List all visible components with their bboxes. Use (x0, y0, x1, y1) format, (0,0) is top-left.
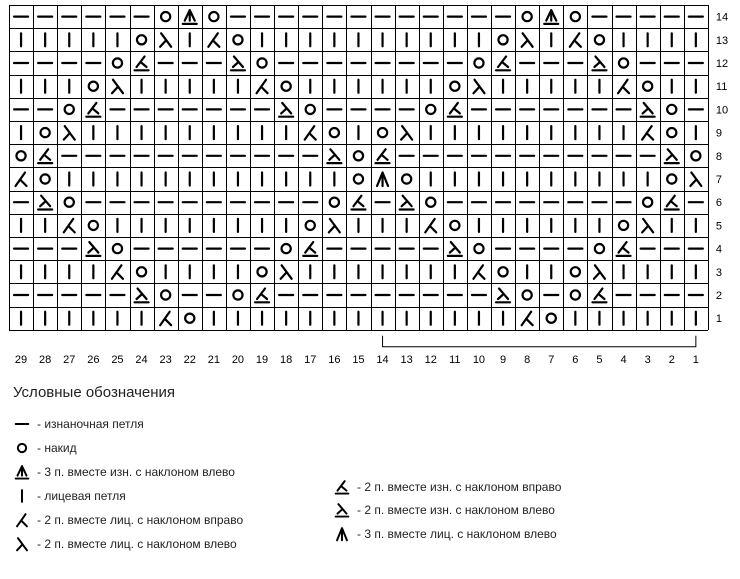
k2tog-left-icon (690, 173, 701, 187)
column-number: 21 (207, 353, 220, 366)
p2tog-left-icon (641, 103, 655, 117)
yarn-over-icon (571, 12, 580, 21)
p2tog-right-icon (86, 103, 100, 117)
k2tog-right-icon (16, 173, 27, 187)
p2tog-right-icon (303, 242, 317, 256)
row-number: 10 (715, 104, 729, 117)
k2tog-left-icon (329, 219, 340, 233)
row-number: 11 (715, 81, 728, 94)
column-number: 1 (692, 353, 699, 366)
yarn-over-icon (498, 267, 507, 276)
column-number: 27 (63, 353, 76, 366)
row-number: 13 (715, 34, 729, 47)
k2tog-left-icon (160, 33, 171, 47)
legend-item-p2tog-left (333, 500, 555, 520)
yarn-over-icon (282, 82, 291, 91)
p2tog-left-icon (448, 242, 462, 256)
p2tog-left-icon (400, 196, 414, 210)
column-number: 2 (668, 353, 675, 366)
column-number: 16 (328, 353, 341, 366)
column-number: 8 (524, 353, 531, 366)
p2tog-right-icon (351, 196, 365, 210)
p2tog-right-icon (376, 149, 390, 163)
yarn-over-icon (161, 290, 170, 299)
chart-grid (9, 5, 709, 331)
k2tog-right-icon (208, 33, 219, 47)
yarn-over-icon (547, 314, 556, 323)
row-number: 9 (715, 127, 723, 140)
row-number: 2 (715, 290, 723, 302)
yarn-over-icon (667, 105, 676, 114)
yarn-over-icon (402, 174, 411, 183)
k2tog-left-icon (522, 33, 533, 47)
k2tog-left-icon (594, 265, 605, 279)
yarn-over-icon (595, 244, 604, 253)
k2tog-left-icon (64, 126, 75, 140)
row-number: 3 (715, 266, 723, 279)
column-number: 20 (231, 353, 245, 366)
k2tog-left-icon (473, 80, 484, 94)
legend-text-k3tog-left: - 3 п. вместе лиц. с наклоном влево (357, 527, 557, 541)
p2tog-left-icon (333, 501, 351, 519)
legend-item-p2tog-right (333, 477, 561, 497)
yarn-over-icon (306, 221, 315, 230)
row-number: 14 (715, 11, 729, 24)
column-number: 15 (352, 353, 365, 366)
yarn-over-icon (282, 244, 291, 253)
k2tog-right-icon (112, 265, 123, 279)
k2tog-left-icon (13, 535, 31, 553)
repeat-bracket (383, 336, 696, 347)
column-number: 4 (620, 353, 627, 366)
row-number: 1 (715, 313, 723, 326)
yarn-over-icon (113, 244, 122, 253)
yarn-over-icon (113, 58, 122, 67)
purl-icon (13, 415, 31, 433)
row-number: 7 (715, 174, 723, 186)
k2tog-right-icon (570, 33, 581, 47)
yarn-over-icon (41, 174, 50, 183)
k2tog-right-icon (473, 265, 484, 279)
p2tog-left-icon (86, 242, 100, 256)
k2tog-right-icon (64, 219, 75, 233)
k2tog-right-icon (642, 126, 653, 140)
column-number: 6 (572, 353, 579, 366)
column-number: 22 (183, 353, 196, 366)
p2tog-left-icon (135, 289, 149, 303)
column-number: 12 (424, 353, 437, 366)
column-number: 23 (159, 353, 172, 366)
yarn-over-icon (378, 128, 387, 137)
yarn-over-icon (667, 174, 676, 183)
k2tog-left-icon (401, 126, 412, 140)
yarn-over-icon (450, 221, 459, 230)
yarn-over-icon (89, 82, 98, 91)
yarn-over-icon (643, 82, 652, 91)
p2tog-left-icon (38, 196, 52, 210)
column-number: 14 (376, 353, 389, 366)
row-number: 5 (715, 220, 723, 233)
row-number: 8 (715, 150, 723, 163)
k3tog-left-icon (333, 525, 351, 543)
legend-item-p3tog-left (13, 462, 235, 482)
yarn-over-icon (450, 82, 459, 91)
legend-item-knit (13, 486, 126, 506)
knit-icon (13, 487, 31, 505)
yarn-over-icon (643, 198, 652, 207)
yarn-over-icon (65, 198, 74, 207)
yarn-over-icon (498, 35, 507, 44)
yarn-over-icon (667, 128, 676, 137)
column-number: 28 (39, 353, 52, 366)
p3tog-left-icon (183, 10, 197, 24)
k2tog-right-icon (305, 126, 316, 140)
yarn-over-icon (426, 105, 435, 114)
legend-title: Условные обозначения (13, 384, 176, 401)
yarn-over-icon (691, 151, 700, 160)
column-number: 26 (87, 353, 100, 366)
yarn-over-icon (89, 221, 98, 230)
legend-text-knit: - лицевая петля (37, 489, 126, 503)
yarn-over-icon (161, 12, 170, 21)
yarn-over-icon (595, 35, 604, 44)
column-number: 25 (111, 353, 124, 366)
k2tog-left-icon (642, 219, 653, 233)
yarn-over-icon (354, 151, 363, 160)
p2tog-right-icon (592, 289, 606, 303)
yarn-over-icon (233, 35, 242, 44)
yarn-over-icon (474, 244, 483, 253)
yarn-over-icon (13, 439, 31, 457)
k3tog-left-icon (377, 173, 388, 187)
p2tog-left-icon (231, 57, 245, 71)
yarn-over-icon (65, 105, 74, 114)
p2tog-right-icon (135, 57, 149, 71)
row-number: 12 (715, 58, 729, 70)
k2tog-left-icon (112, 80, 123, 94)
legend-text-k2tog-left: - 2 п. вместе лиц. с наклоном влево (37, 537, 237, 551)
yarn-over-icon (233, 290, 242, 299)
legend-item-k2tog-right (13, 510, 243, 530)
yarn-over-icon (16, 151, 25, 160)
column-number: 24 (135, 353, 148, 366)
k2tog-right-icon (257, 80, 268, 94)
row-number: 4 (715, 243, 723, 256)
p2tog-left-icon (496, 289, 510, 303)
column-number: 11 (449, 353, 461, 366)
legend-item-k3tog-left (333, 524, 557, 544)
legend-text-p3tog-left: - 3 п. вместе изн. с наклоном влево (37, 465, 235, 479)
k2tog-right-icon (522, 312, 533, 326)
yarn-over-icon (354, 174, 363, 183)
k2tog-right-icon (425, 219, 436, 233)
yarn-over-icon (571, 290, 580, 299)
legend-text-p2tog-left: - 2 п. вместе изн. с наклоном влево (357, 503, 555, 517)
column-number: 10 (472, 353, 486, 366)
yarn-over-icon (185, 314, 194, 323)
yarn-over-icon (571, 267, 580, 276)
yarn-over-icon (257, 58, 266, 67)
p2tog-left-icon (592, 57, 606, 71)
column-number: 5 (596, 353, 603, 366)
legend-item-yarn-over (13, 438, 77, 458)
column-number: 17 (304, 353, 317, 366)
legend-text-purl: - изнаночная петля (37, 417, 144, 431)
k2tog-right-icon (160, 312, 171, 326)
p2tog-right-icon (665, 196, 679, 210)
p2tog-right-icon (448, 103, 462, 117)
column-number: 19 (255, 353, 269, 366)
yarn-over-icon (619, 221, 628, 230)
k2tog-right-icon (618, 80, 629, 94)
column-number: 3 (644, 353, 651, 366)
p2tog-right-icon (617, 242, 631, 256)
yarn-over-icon (474, 58, 483, 67)
column-number: 7 (548, 353, 555, 366)
yarn-over-icon (330, 128, 339, 137)
yarn-over-icon (330, 198, 339, 207)
p2tog-right-icon (333, 478, 351, 496)
legend-text-yarn-over: - накид (37, 441, 77, 455)
column-number: 18 (280, 353, 293, 366)
p2tog-left-icon (327, 149, 341, 163)
column-number: 9 (499, 353, 507, 366)
k2tog-left-icon (281, 265, 292, 279)
row-number: 6 (715, 197, 723, 210)
k2tog-right-icon (13, 511, 31, 529)
yarn-over-icon (41, 128, 50, 137)
yarn-over-icon (137, 35, 146, 44)
yarn-over-icon (137, 267, 146, 276)
p3tog-left-icon (13, 463, 31, 481)
yarn-over-icon (209, 12, 218, 21)
column-number: 29 (14, 353, 28, 366)
p2tog-right-icon (496, 57, 510, 71)
column-number: 13 (400, 353, 413, 366)
p2tog-right-icon (38, 149, 52, 163)
yarn-over-icon (523, 12, 532, 21)
p2tog-left-icon (279, 103, 293, 117)
p2tog-right-icon (255, 289, 269, 303)
legend-item-k2tog-left (13, 534, 237, 554)
p3tog-left-icon (544, 10, 558, 24)
yarn-over-icon (257, 267, 266, 276)
yarn-over-icon (306, 105, 315, 114)
yarn-over-icon (523, 290, 532, 299)
p2tog-left-icon (665, 149, 679, 163)
yarn-over-icon (619, 58, 628, 67)
legend-text-p2tog-right: - 2 п. вместе изн. с наклоном вправо (357, 480, 562, 494)
legend-item-purl (13, 414, 144, 434)
legend-text-k2tog-right: - 2 п. вместе лиц. с наклоном вправо (37, 513, 244, 527)
yarn-over-icon (426, 198, 435, 207)
